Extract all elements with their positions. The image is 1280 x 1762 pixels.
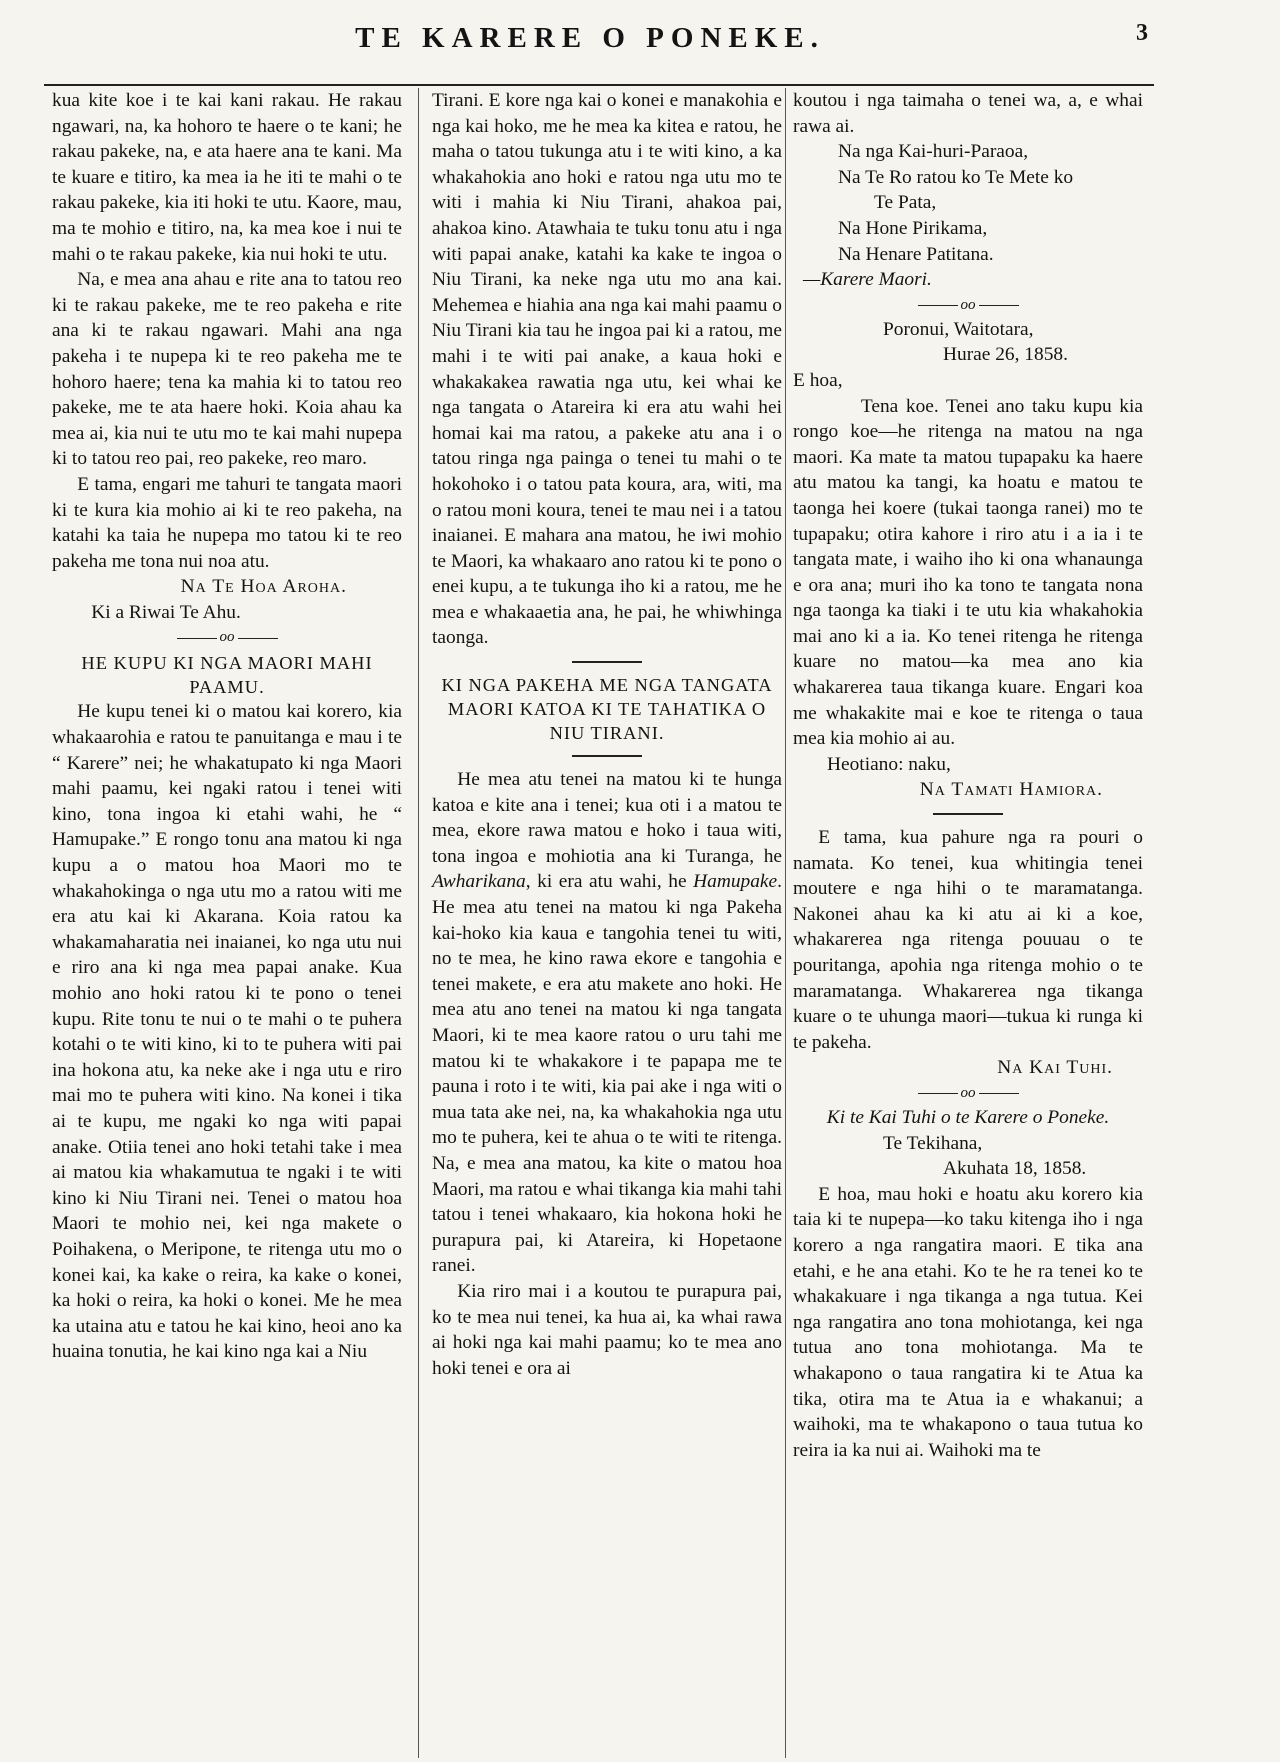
column-2 <box>432 88 782 1381</box>
signatory: Na nga Kai-huri-Paraoa, <box>838 141 1029 163</box>
separator: oo <box>793 295 1143 315</box>
letter-place: Poronui, Waitotara, <box>883 318 1034 340</box>
paragraph: Tirani. E kore nga kai o konei e manakohia e nga kai hoko, me he mea ka kitea e ratou, he maha o tatou tukunga atu i te witi kino, a ka whakahokia ano hoki e ratou nga utu mo te witi i mahia ki Niu Tirani, ahakoa pai, ahakoa kino. Atawhaia te tuku tonu atu i nga witi papai anake, katahi ka kake te ingoa o Niu Tirani, ka neke nga utu mo ana kai. Mehemea e hiahia ana nga kai mahi paamu o Niu Tirani kia tau he ingoa pai ki a ratou, me mahi i te witi pai anake, a kaua hoki e whakakakea rawatia nga utu, kei whai ke nga tangata o Atareira ki era atu wahi hei homai kai ma ratou, a pakeke atu ana i o tatou ringa nga painga o tenei tu mahi o te hokohoko i o tatou pata koura, ara, witi, ma o ratou moni koura, tenei te mau nei i a tatou inaianei. E mahara ana matou, he iwi mohio te Maori, ka whakaaro ano ratou ki te pono o enei kupu, a te tukunga iho ki a ratou, me he mea e whakaaetia ana, he pai, he whiwhinga taonga. <box>432 90 782 649</box>
paragraph: E tama, kua pahure nga ra pouri o namata. Ko tenei, kua whitingia tenei moutere e nga hihi o te maramatanga. Nakonei ahau ka ki atu ai ki a koe, whakarerea nga ritenga pouuau o te pouritanga, apohia nga ritenga mohio o te maramatanga. Whakarerea nga tikanga kuare o te uhunga maori—tukua ki runga ki te pakeha. <box>793 827 1143 1053</box>
signatory: Na Te Ro ratou ko Te Mete ko <box>838 166 1074 188</box>
paragraph: E tama, engari me tahuri te tangata maori ki te kura kia mohio ai ki te reo pakeha, na katahi ka taia he nupepa mo tatou ki te reo pakeha me tona nui noa atu. <box>52 473 402 572</box>
column-3 <box>793 88 1143 1463</box>
witi-name-awharikana: Awharikana <box>432 871 526 893</box>
letter-date: Hurae 26, 1858. <box>943 344 1068 366</box>
paragraph: Kia riro mai i a koutou te purapura pai, ko te mea nui tenei, ka hua ai, ka whai rawa ai hoki nga kai mahi paamu; ko te mea ano hoki tenei e ora ai <box>432 1280 782 1379</box>
letter-place: Te Tekihana, <box>883 1132 983 1154</box>
masthead: TE KARERE O PONEKE. <box>355 22 825 54</box>
separator: oo <box>793 1083 1143 1103</box>
divider <box>572 661 642 663</box>
article-heading: Ki te Kai Tuhi o te Karere o Poneke. <box>826 1106 1110 1128</box>
witi-name-hamupake: Hamupake <box>693 871 778 893</box>
signoff: Na Kai Tuhi. <box>997 1057 1113 1079</box>
paragraph: kua kite koe i te kai kani rakau. He rakau ngawari, na, ka hohoro te haere o te kani; he rakau pakeke, na, e ata haere ana te kani. Ma te kuare e titiro, ka mea ia he iti te mahi o te rakau pakeke, kia iti hoki te utu. Kaore, mau, ma te mohio e titiro, na, ka mea koe i nui te mahi o te rakau pakeke, kia nui hoki te utu. <box>52 90 402 265</box>
addressee: Ki a Riwai Te Ahu. <box>91 601 241 623</box>
paragraph: He kupu tenei ki o matou kai korero, kia whakaarohia e ratou te panuitanga e mau i te “ Karere” nei; he whakatupato ki nga Maori mahi paamu, kei ngaki ratou i tenei witi kino, tona ingoa ki etahi wahi, he “ Hamupake.” E rongo tonu ana matou ki nga kupu a o matou hoa Maori mo te whakahokinga o nga utu mo a ratou witi me era atu kai ki Akarana. Koia ratou ka whakamaharatia nei inaianei, ko nga utu nui e riro ana ki nga mea papai anake. Kua mohio ano hoki ratou ki te pono o tenei kupu. Rite tonu te nui o te mahi o te puhera kotahi o te witi kino, ki to te puhera witi pai ina hokona atu, ka neke ake i nga utu e riro mai mo te puhera witi kino. Na konei i tika ai te kupu, me ngaki ko nga witi papai anake. Otiia tenei ano hoki tetahi take i mea ai matou kia whakamutua te ngaki i te witi kino ki Niu Tirani nei. Tenei o matou hoa Maori te mohio nei, kei nga makete o Poihakena, o Meripone, te ritenga utu mo o konei kai, ka kake o reira, ka kake o konei, ka hoki o reira, ka hoki o konei. Me he mea ka utaina atu e tatou he kai kino, heoi ano ka huaina tonutia, he kai kino nga kai a Niu <box>52 701 402 1363</box>
separator: oo <box>52 627 402 647</box>
article-heading: KI NGA PAKEHA ME NGA TANGATA MAORI KATOA KI TE TAHATIKA O NIU TIRANI. <box>441 675 773 744</box>
paragraph: Na, e mea ana ahau e rite ana to tatou reo ki te rakau pakeke, me te reo pakeha e rite ana ki te rakau ngawari. Mahi ana nga pakeha i te nupepa ki te reo pakeha me te hohoro haere; tena ka mahia ki to tatou reo pakeke, me te ata haere hoki. Koia ahau ka mea ai, kia nui te utu mo te kai mahi nupepa ki to tatou reo pai, reo pakeke, reo maro. <box>52 269 402 470</box>
signature: Na Tamati Hamiora. <box>919 779 1103 801</box>
article-heading: HE KUPU KI NGA MAORI MAHI PAAMU. <box>81 653 373 698</box>
column-1 <box>52 88 402 1365</box>
closing: Heotiano: naku, <box>827 753 951 775</box>
paragraph: Tena koe. Tenei ano taku kupu kia rongo koe—he ritenga na matou na nga maori. Ka mate ta matou tupapaku ka haere atu matou ka tangi, ka hoatu e matou te taonga hei koere (tukai taonga ranei) mo te tupapaku; otira kahore i riro atu i a ia i te tangata mate, i waiho iho ki ona whanaunga e ora ana; muri iho ka tono te tangata nona nga taonga ka tiaki i te utu kia whakahokia mai ano ki a ia. Ko tenei ritenga he ritenga kuare no matou—ka mea ano kia whakarerea taua tikanga kuare. Engari koa me whakakite mai e koe te ritenga o taua mea kia mohio ai au. <box>793 395 1143 750</box>
header-rule <box>44 84 1154 86</box>
paragraph: E hoa, mau hoki e hoatu aku korero kia taia ki te nupepa—ko taku kitenga iho i nga korero a nga rangatira maori. E tika ana etahi, e he ana etahi. Ko te he ra tenei ko te whakakuare i nga tikanga a nga tutua. Kei nga rangatira ano tona mohiotanga, kei nga tutua ano tona mohiotanga. Ma te whakapono o taua rangatira ki te Atua ka tika, otira ma te Atua ia e whakanui; a waihoki, ma te whakapono o taua tutua ko reira ia ka nui ai. Waihoki ma te <box>793 1183 1143 1461</box>
divider <box>933 813 1003 815</box>
divider <box>572 755 642 757</box>
page-number: 3 <box>1136 20 1148 46</box>
signatory: Te Pata, <box>874 192 937 214</box>
column-divider-1 <box>418 88 419 1758</box>
letter-date: Akuhata 18, 1858. <box>943 1158 1087 1180</box>
paragraph: He mea atu tenei na matou ki te hunga katoa e kite ana i tenei; kua oti i a matou te mea, ekore rawa matou e hoko i taua witi, tona ingoa e mohiotia ana ki Turanga, he Awharikana, ki era atu wahi, he Hamupake. He mea atu tenei na matou ki nga Pakeha kai-hoko kia kaua e tangohia tenei tu witi, no te mea, he kino rawa ekore e tangohia e tenei makete, e era atu makete ano hoki. He mea atu ano tenei na matou ki nga tangata Maori, ki te mea kaore ratou o uru tahi me matou ki te whakakore i te papapa me te pauna i roto i te witi, kia pai ake i nga witi o mua tata ake nei, na, ka whakahokia nga utu mo te puhera, kei te ahua o te witi te ritenga. Na, e mea ana matou, ka kite o matou hoa Maori, ma ratou e whai tikanga kia mahi tahi tatou i tenei whakaaro, kia hokona hoki he purapura pai, ki Atareira, ki Hopetaone ranei. <box>432 769 782 1277</box>
column-divider-2 <box>785 88 786 1758</box>
paragraph: koutou i nga taimaha o tenei wa, a, e whai rawa ai. <box>793 90 1143 137</box>
signatory: Na Henare Patitana. <box>838 243 994 265</box>
source: —Karere Maori. <box>803 269 932 291</box>
signatories <box>838 139 1143 267</box>
signoff: Na Te Hoa Aroha. <box>180 576 347 598</box>
salutation: E hoa, <box>793 369 843 391</box>
signatory: Na Hone Pirikama, <box>838 217 988 239</box>
